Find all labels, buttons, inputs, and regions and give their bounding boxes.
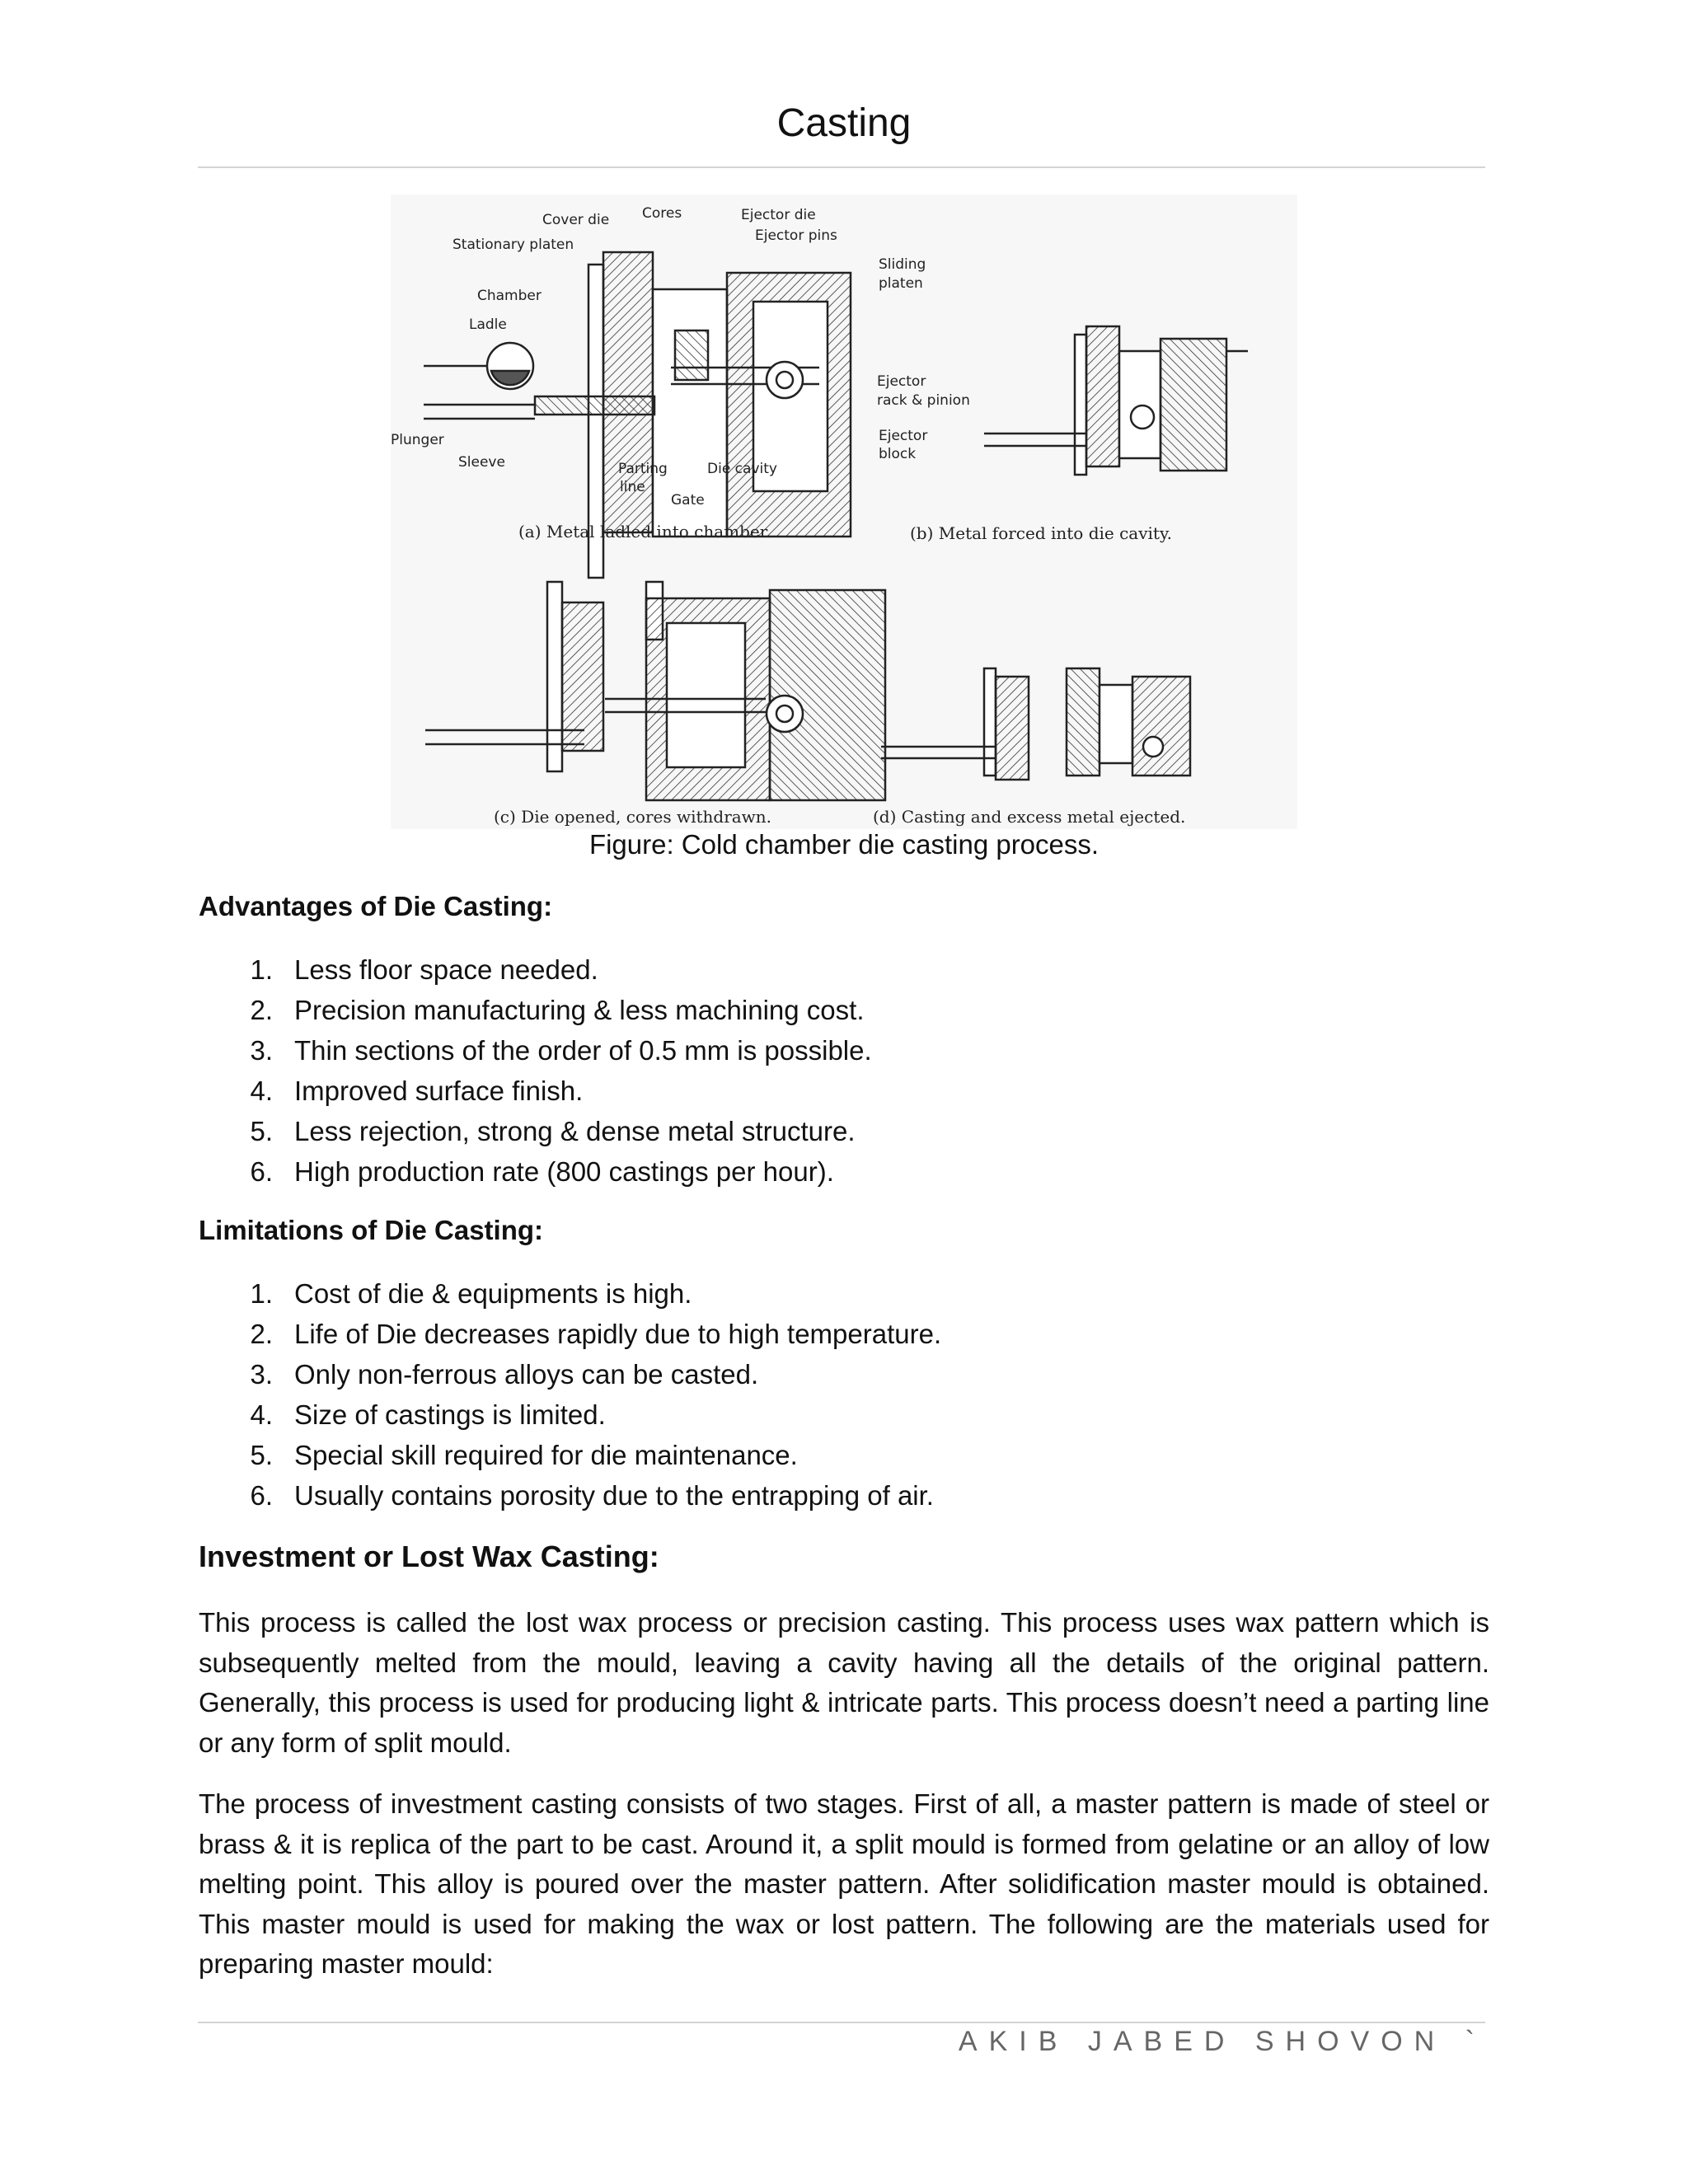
label-ejector-block-1: Ejector bbox=[879, 428, 928, 444]
label-ladle: Ladle bbox=[469, 316, 507, 333]
list-number: 3. bbox=[250, 1359, 273, 1390]
list-item bbox=[199, 1394, 941, 1435]
figure-caption: Figure: Cold chamber die casting process. bbox=[588, 829, 1100, 860]
list-text: Usually contains porosity due to the entrapping of air. bbox=[294, 1480, 934, 1511]
footer-author: AKIB JABED SHOVON ` bbox=[958, 2026, 1486, 2057]
list-item bbox=[199, 990, 872, 1030]
list-text: Improved surface finish. bbox=[294, 1076, 584, 1106]
header-divider bbox=[198, 166, 1485, 168]
label-ejector-die: Ejector die bbox=[741, 207, 816, 223]
list-text: Life of Die decreases rapidly due to high temperature. bbox=[294, 1319, 942, 1349]
label-ejector-rack-1: Ejector bbox=[877, 373, 926, 390]
list-item bbox=[199, 1111, 872, 1151]
subcaption-c: (c) Die opened, cores withdrawn. bbox=[494, 807, 772, 827]
label-ejector-rack-2: rack & pinion bbox=[877, 392, 970, 409]
list-number: 6. bbox=[250, 1156, 273, 1187]
label-cores: Cores bbox=[642, 205, 682, 222]
label-gate: Gate bbox=[671, 492, 705, 509]
list-text: Less floor space needed. bbox=[294, 954, 598, 985]
label-sliding-platen-2: platen bbox=[879, 275, 923, 292]
label-cover-die: Cover die bbox=[542, 212, 610, 228]
list-text: Cost of die & equipments is high. bbox=[294, 1278, 692, 1309]
investment-heading: Investment or Lost Wax Casting: bbox=[199, 1540, 659, 1573]
label-stationary-platen: Stationary platen bbox=[452, 237, 574, 253]
list-item bbox=[199, 1273, 941, 1314]
list-number: 5. bbox=[250, 1440, 273, 1470]
page-title: Casting bbox=[776, 101, 912, 145]
list-text: Only non-ferrous alloys can be casted. bbox=[294, 1359, 759, 1390]
list-item bbox=[199, 1071, 872, 1111]
advantages-heading: Advantages of Die Casting: bbox=[199, 891, 553, 921]
list-item bbox=[199, 949, 872, 990]
label-ejector-pins: Ejector pins bbox=[755, 227, 837, 244]
list-text: Precision manufacturing & less machining cost. bbox=[294, 995, 865, 1025]
list-number: 6. bbox=[250, 1480, 273, 1511]
list-number: 3. bbox=[250, 1035, 273, 1066]
subcaption-b: (b) Metal forced into die cavity. bbox=[910, 523, 1172, 543]
list-text: Thin sections of the order of 0.5 mm is possible. bbox=[294, 1035, 872, 1066]
investment-paragraph-1: This process is called the lost wax process or precision casting. This process uses wax pattern which is subsequently melted from the mould, leaving a cavity having all the details of the original pattern. Generally, this process is used for producing light & intricate parts. This process doesn’t need a parting line or any form of split mould. bbox=[199, 1607, 1489, 1758]
list-number: 1. bbox=[250, 1278, 273, 1309]
limitations-list bbox=[199, 1273, 941, 1516]
investment-paragraph-2: The process of investment casting consists of two stages. First of all, a master pattern is made of steel or brass & it is replica of the part to be cast. Around it, a split mould is formed from gelatine or an alloy of low melting point. This alloy is poured over the master pattern. After solidification master mould is obtained. This master mould is used for making the wax or lost pattern. The following are the materials used for preparing master mould: bbox=[199, 1788, 1489, 1979]
list-text: Special skill required for die maintenance. bbox=[294, 1440, 798, 1470]
list-item bbox=[199, 1435, 941, 1475]
list-text: Less rejection, strong & dense metal structure. bbox=[294, 1116, 856, 1146]
label-sliding-platen-1: Sliding bbox=[879, 256, 926, 273]
list-text: High production rate (800 castings per hour). bbox=[294, 1156, 834, 1187]
list-number: 4. bbox=[250, 1399, 273, 1430]
footer-divider bbox=[198, 2022, 1485, 2023]
list-item bbox=[199, 1314, 941, 1354]
label-die-cavity: Die cavity bbox=[707, 461, 777, 477]
list-text: Size of castings is limited. bbox=[294, 1399, 606, 1430]
label-ejector-block-2: block bbox=[879, 446, 917, 462]
advantages-list bbox=[199, 949, 872, 1192]
list-number: 5. bbox=[250, 1116, 273, 1146]
die-casting-figure bbox=[391, 194, 1297, 829]
label-plunger: Plunger bbox=[391, 432, 444, 448]
list-number: 2. bbox=[250, 995, 273, 1025]
subcaption-d: (d) Casting and excess metal ejected. bbox=[873, 807, 1186, 827]
list-item bbox=[199, 1151, 872, 1192]
label-parting-line-2: line bbox=[620, 479, 645, 495]
label-sleeve: Sleeve bbox=[458, 454, 505, 471]
list-item bbox=[199, 1354, 941, 1394]
list-number: 4. bbox=[250, 1076, 273, 1106]
list-item bbox=[199, 1030, 872, 1071]
list-number: 2. bbox=[250, 1319, 273, 1349]
limitations-heading: Limitations of Die Casting: bbox=[199, 1215, 544, 1245]
label-chamber: Chamber bbox=[477, 288, 542, 304]
subcaption-a: (a) Metal ladled into chamber. bbox=[518, 522, 771, 541]
list-number: 1. bbox=[250, 954, 273, 985]
label-parting-line-1: Parting bbox=[618, 461, 668, 477]
list-item bbox=[199, 1475, 941, 1516]
